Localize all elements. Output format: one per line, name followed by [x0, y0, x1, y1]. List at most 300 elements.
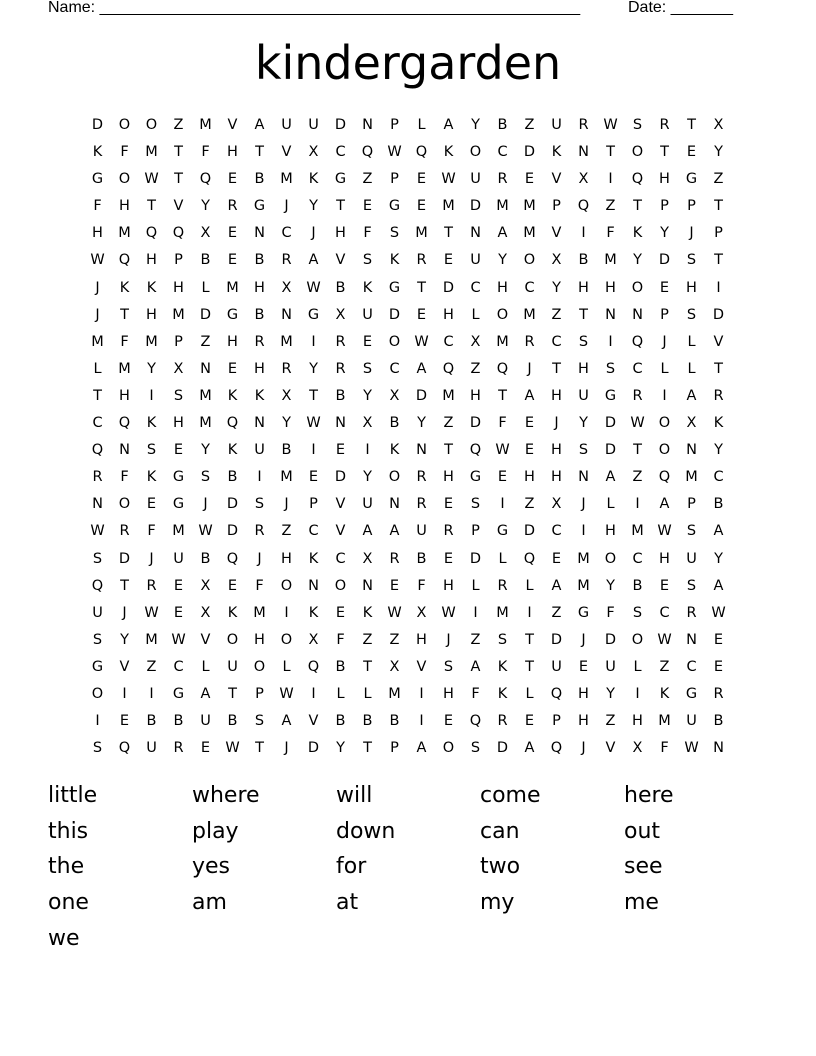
grid-letter: E	[551, 550, 562, 567]
grid-letter: U	[227, 658, 238, 675]
grid-letter: M	[523, 306, 536, 323]
grid-letter: I	[608, 171, 613, 188]
grid-letter: L	[417, 117, 426, 133]
grid-letter: V	[416, 658, 427, 675]
grid-letter: K	[497, 685, 508, 702]
grid-letter: U	[470, 252, 481, 269]
grid-letter: L	[633, 658, 642, 675]
grid-letter: M	[91, 333, 104, 350]
grid-letter: N	[578, 144, 589, 161]
grid-letter: X	[551, 252, 562, 269]
grid-letter: B	[254, 306, 265, 323]
grid-letter: E	[524, 442, 535, 459]
grid-letter: I	[284, 604, 289, 621]
grid-letter: A	[443, 117, 454, 133]
grid-letter: F	[201, 144, 210, 161]
grid-letter: E	[227, 360, 238, 377]
grid-letter: H	[551, 387, 562, 404]
grid-letter: E	[443, 252, 454, 269]
grid-letter: A	[308, 252, 319, 269]
grid-letter: N	[119, 442, 130, 459]
grid-letter: D	[469, 198, 482, 215]
grid-letter: T	[228, 685, 237, 702]
grid-letter: X	[335, 306, 346, 323]
grid-letter: C	[713, 469, 724, 486]
grid-letter: G	[172, 496, 185, 513]
grid-letter: E	[497, 469, 508, 486]
grid-letter: C	[686, 658, 697, 675]
grid-letter: Y	[363, 469, 372, 486]
grid-letter: E	[659, 577, 670, 594]
word-bank-item: can	[480, 818, 520, 844]
grid-letter: O	[280, 577, 293, 594]
grid-letter: F	[255, 577, 264, 594]
grid-letter: Z	[470, 360, 481, 377]
word-bank-item: where	[192, 783, 260, 808]
grid-letter: X	[362, 415, 373, 432]
grid-letter: B	[362, 713, 373, 730]
grid-letter: O	[388, 333, 401, 350]
grid-letter: X	[470, 333, 481, 350]
grid-letter: J	[662, 333, 667, 350]
grid-letter: W	[414, 333, 429, 350]
grid-letter: E	[443, 713, 454, 730]
grid-letter: O	[118, 171, 131, 188]
grid-letter: X	[551, 496, 562, 513]
grid-letter: I	[662, 387, 667, 404]
grid-letter: M	[199, 117, 212, 133]
grid-letter: L	[282, 658, 291, 675]
grid-letter: D	[118, 550, 131, 567]
grid-letter: Q	[631, 171, 644, 188]
grid-letter: D	[388, 306, 401, 323]
grid-letter: R	[281, 360, 292, 377]
grid-letter: X	[416, 604, 427, 621]
grid-letter: W	[90, 252, 105, 269]
grid-letter: S	[686, 577, 697, 594]
grid-letter: P	[687, 496, 696, 513]
grid-letter: J	[527, 360, 532, 377]
grid-letter: L	[687, 360, 696, 377]
grid-letter: D	[334, 469, 347, 486]
grid-letter: N	[632, 306, 643, 323]
grid-letter: S	[578, 442, 589, 459]
grid-letter: O	[442, 740, 455, 757]
grid-letter: L	[525, 577, 534, 594]
grid-letter: A	[254, 117, 265, 133]
grid-letter: C	[173, 658, 184, 675]
grid-letter: H	[443, 469, 454, 486]
grid-letter: M	[496, 333, 509, 350]
grid-letter: I	[419, 685, 424, 702]
grid-letter: T	[363, 740, 372, 757]
grid-letter: J	[284, 198, 289, 215]
grid-letter: H	[146, 252, 157, 269]
grid-letter: I	[365, 442, 370, 459]
word-bank-item: come	[480, 783, 541, 808]
grid-letter: O	[280, 631, 293, 648]
grid-letter: S	[470, 740, 481, 757]
grid-letter: D	[523, 523, 536, 540]
grid-letter: Q	[577, 198, 590, 215]
grid-letter: U	[578, 387, 589, 404]
grid-letter: M	[172, 523, 185, 540]
grid-letter: J	[689, 225, 694, 242]
grid-letter: H	[578, 279, 589, 296]
grid-letter: W	[144, 171, 159, 188]
grid-letter: Z	[362, 631, 373, 648]
grid-letter: B	[713, 496, 724, 513]
grid-letter: X	[632, 740, 643, 757]
grid-letter: H	[659, 171, 670, 188]
grid-letter: L	[201, 658, 210, 675]
grid-letter: M	[658, 713, 671, 730]
grid-letter: R	[254, 333, 265, 350]
grid-letter: Q	[415, 144, 428, 161]
grid-letter: P	[552, 198, 561, 215]
grid-letter: D	[658, 252, 671, 269]
word-bank-item: here	[624, 783, 674, 808]
grid-letter: R	[227, 198, 238, 215]
grid-letter: Z	[524, 117, 535, 133]
grid-letter: M	[685, 469, 698, 486]
grid-letter: S	[497, 631, 508, 648]
grid-letter: X	[308, 631, 319, 648]
grid-letter: X	[200, 604, 211, 621]
grid-letter: T	[633, 198, 642, 215]
grid-letter: G	[253, 198, 266, 215]
grid-letter: T	[120, 306, 129, 323]
grid-letter: D	[442, 279, 455, 296]
grid-letter: W	[495, 442, 510, 459]
grid-letter: Z	[362, 171, 373, 188]
grid-letter: Q	[172, 225, 185, 242]
grid-letter: A	[551, 577, 562, 594]
grid-letter: U	[200, 713, 211, 730]
grid-letter: N	[200, 360, 211, 377]
grid-letter: E	[227, 252, 238, 269]
grid-letter: X	[200, 577, 211, 594]
grid-letter: P	[390, 117, 399, 133]
grid-letter: U	[605, 658, 616, 675]
grid-letter: K	[497, 658, 508, 675]
grid-letter: B	[389, 415, 400, 432]
grid-letter: R	[119, 523, 130, 540]
grid-letter: C	[389, 360, 400, 377]
grid-letter: H	[659, 550, 670, 567]
grid-letter: Z	[605, 713, 616, 730]
grid-letter: J	[149, 550, 154, 567]
grid-letter: U	[551, 658, 562, 675]
grid-letter: A	[497, 225, 508, 242]
grid-letter: Y	[660, 225, 669, 242]
grid-letter: F	[120, 469, 129, 486]
grid-letter: N	[362, 117, 373, 133]
grid-letter: P	[390, 740, 399, 757]
grid-letter: F	[363, 225, 372, 242]
grid-letter: F	[417, 577, 426, 594]
grid-letter: V	[173, 198, 184, 215]
grid-letter: M	[496, 604, 509, 621]
grid-letter: I	[581, 225, 586, 242]
grid-letter: Y	[309, 360, 318, 377]
grid-letter: A	[470, 658, 481, 675]
grid-letter: Q	[226, 550, 239, 567]
grid-letter: R	[497, 713, 508, 730]
grid-letter: D	[91, 117, 104, 133]
grid-letter: V	[713, 333, 724, 350]
grid-letter: Q	[118, 252, 131, 269]
grid-letter: J	[581, 631, 586, 648]
grid-letter: E	[335, 442, 346, 459]
grid-letter: E	[659, 279, 670, 296]
grid-letter: O	[118, 117, 131, 133]
grid-letter: T	[579, 306, 588, 323]
grid-letter: T	[363, 658, 372, 675]
grid-letter: I	[419, 713, 424, 730]
grid-letter: S	[362, 360, 373, 377]
grid-letter: A	[686, 387, 697, 404]
grid-letter: K	[308, 171, 319, 188]
grid-letter: G	[496, 523, 509, 540]
grid-letter: O	[631, 144, 644, 161]
grid-letter: K	[632, 225, 643, 242]
grid-letter: H	[686, 279, 697, 296]
grid-letter: E	[308, 469, 319, 486]
word-bank-item: will	[336, 783, 373, 808]
grid-letter: O	[118, 496, 131, 513]
grid-letter: R	[713, 387, 724, 404]
grid-letter: G	[577, 604, 590, 621]
word-bank-item: the	[48, 854, 85, 880]
grid-letter: Y	[309, 198, 318, 215]
word-bank	[48, 778, 768, 956]
grid-letter: F	[93, 198, 102, 215]
grid-letter: Y	[363, 387, 372, 404]
grid-letter: D	[550, 631, 563, 648]
grid-letter: M	[442, 198, 455, 215]
grid-letter: C	[524, 279, 535, 296]
grid-letter: D	[199, 306, 212, 323]
grid-letter: K	[443, 144, 454, 161]
grid-letter: L	[336, 685, 345, 702]
grid-letter: M	[253, 604, 266, 621]
grid-letter: W	[603, 117, 618, 133]
grid-letter: S	[578, 333, 589, 350]
grid-letter: C	[470, 279, 481, 296]
grid-letter: E	[362, 198, 373, 215]
grid-letter: M	[145, 144, 158, 161]
grid-letter: X	[281, 279, 292, 296]
grid-letter: M	[523, 225, 536, 242]
grid-letter: U	[173, 550, 184, 567]
grid-letter: V	[335, 252, 346, 269]
grid-letter: T	[714, 360, 723, 377]
grid-letter: M	[631, 523, 644, 540]
grid-letter: L	[687, 333, 696, 350]
grid-letter: G	[91, 171, 104, 188]
grid-letter: Q	[523, 550, 536, 567]
grid-letter: M	[577, 550, 590, 567]
grid-letter: M	[280, 469, 293, 486]
grid-letter: M	[172, 306, 185, 323]
grid-letter: H	[227, 333, 238, 350]
grid-letter: Z	[632, 469, 643, 486]
grid-letter: N	[281, 306, 292, 323]
word-bank-item: little	[48, 783, 98, 808]
grid-letter: J	[284, 740, 289, 757]
grid-letter: D	[604, 631, 617, 648]
grid-letter: F	[660, 740, 669, 757]
grid-letter: C	[551, 523, 562, 540]
grid-letter: O	[91, 685, 104, 702]
grid-letter: M	[415, 225, 428, 242]
grid-letter: Z	[173, 117, 184, 133]
word-bank-item: for	[336, 854, 367, 880]
grid-letter: D	[604, 442, 617, 459]
grid-letter: I	[311, 333, 316, 350]
grid-letter: H	[443, 577, 454, 594]
grid-letter: U	[146, 740, 157, 757]
grid-letter: T	[660, 144, 669, 161]
grid-letter: H	[497, 279, 508, 296]
grid-letter: P	[714, 225, 723, 242]
grid-letter: R	[416, 496, 427, 513]
grid-letter: W	[711, 604, 726, 621]
grid-letter: Y	[336, 740, 345, 757]
grid-letter: A	[713, 577, 724, 594]
grid-letter: T	[174, 171, 183, 188]
grid-letter: R	[335, 360, 346, 377]
grid-letter: H	[416, 631, 427, 648]
grid-letter: W	[90, 523, 105, 540]
grid-letter: N	[605, 306, 616, 323]
grid-letter: S	[92, 740, 103, 757]
grid-letter: D	[469, 550, 482, 567]
grid-letter: D	[226, 523, 239, 540]
grid-letter: Q	[550, 740, 563, 757]
grid-letter: W	[144, 604, 159, 621]
grid-letter: W	[306, 415, 321, 432]
grid-letter: V	[605, 740, 616, 757]
grid-letter: C	[443, 333, 454, 350]
grid-letter: Y	[606, 685, 615, 702]
grid-letter: Z	[659, 658, 670, 675]
grid-letter: K	[119, 279, 130, 296]
word-bank-item: out	[624, 818, 661, 844]
grid-letter: X	[173, 360, 184, 377]
grid-letter: S	[173, 387, 184, 404]
grid-letter: X	[362, 550, 373, 567]
grid-letter: B	[146, 713, 157, 730]
grid-letter: R	[173, 740, 184, 757]
grid-letter: R	[92, 469, 103, 486]
grid-letter: R	[335, 333, 346, 350]
grid-letter: L	[93, 360, 102, 377]
grid-letter: B	[389, 713, 400, 730]
grid-letter: G	[469, 469, 482, 486]
grid-letter: V	[200, 631, 211, 648]
grid-letter: M	[523, 198, 536, 215]
grid-letter: A	[605, 469, 616, 486]
grid-letter: J	[311, 225, 316, 242]
grid-letter: Q	[658, 469, 671, 486]
grid-letter: X	[578, 171, 589, 188]
grid-letter: E	[686, 144, 697, 161]
grid-letter: E	[200, 740, 211, 757]
grid-letter: U	[686, 550, 697, 567]
grid-letter: W	[225, 740, 240, 757]
grid-letter: U	[362, 306, 373, 323]
word-bank-item: my	[480, 890, 515, 916]
grid-letter: C	[335, 550, 346, 567]
grid-letter: Y	[201, 198, 210, 215]
grid-letter: J	[554, 415, 559, 432]
grid-letter: Y	[579, 415, 588, 432]
grid-letter: Z	[605, 198, 616, 215]
grid-letter: W	[306, 279, 321, 296]
grid-letter: T	[687, 117, 696, 133]
grid-letter: F	[471, 685, 480, 702]
grid-letter: N	[308, 577, 319, 594]
grid-letter: S	[686, 306, 697, 323]
grid-letter: Z	[470, 631, 481, 648]
grid-letter: B	[200, 252, 211, 269]
grid-letter: T	[444, 225, 453, 242]
grid-letter: E	[119, 713, 130, 730]
grid-letter: E	[524, 171, 535, 188]
grid-letter: S	[254, 713, 265, 730]
grid-letter: T	[633, 442, 642, 459]
grid-letter: Y	[633, 252, 642, 269]
grid-letter: H	[443, 685, 454, 702]
grid-letter: T	[174, 144, 183, 161]
grid-letter: H	[605, 279, 616, 296]
grid-letter: E	[173, 604, 184, 621]
grid-letter: G	[685, 685, 698, 702]
grid-letter: Y	[714, 550, 723, 567]
grid-letter: A	[281, 713, 292, 730]
grid-letter: W	[171, 631, 186, 648]
grid-letter: V	[551, 171, 562, 188]
grid-letter: H	[578, 713, 589, 730]
grid-letter: H	[551, 469, 562, 486]
grid-letter: K	[308, 550, 319, 567]
header-line	[48, 0, 748, 20]
grid-letter: Q	[91, 577, 104, 594]
grid-letter: B	[200, 550, 211, 567]
grid-letter: T	[444, 442, 453, 459]
grid-letter: N	[92, 496, 103, 513]
grid-letter: R	[713, 685, 724, 702]
word-bank-item: this	[48, 818, 89, 844]
grid-letter: I	[635, 685, 640, 702]
grid-letter: B	[335, 279, 346, 296]
grid-letter: Y	[120, 631, 129, 648]
grid-letter: I	[716, 279, 721, 296]
grid-letter: E	[524, 713, 535, 730]
grid-letter: H	[551, 442, 562, 459]
grid-letter: V	[335, 523, 346, 540]
grid-letter: T	[309, 387, 318, 404]
grid-letter: X	[686, 415, 697, 432]
grid-letter: P	[660, 198, 669, 215]
grid-letter: W	[630, 415, 645, 432]
grid-letter: Q	[442, 360, 455, 377]
grid-letter: O	[469, 144, 482, 161]
grid-letter: L	[660, 360, 669, 377]
grid-letter: S	[605, 360, 616, 377]
